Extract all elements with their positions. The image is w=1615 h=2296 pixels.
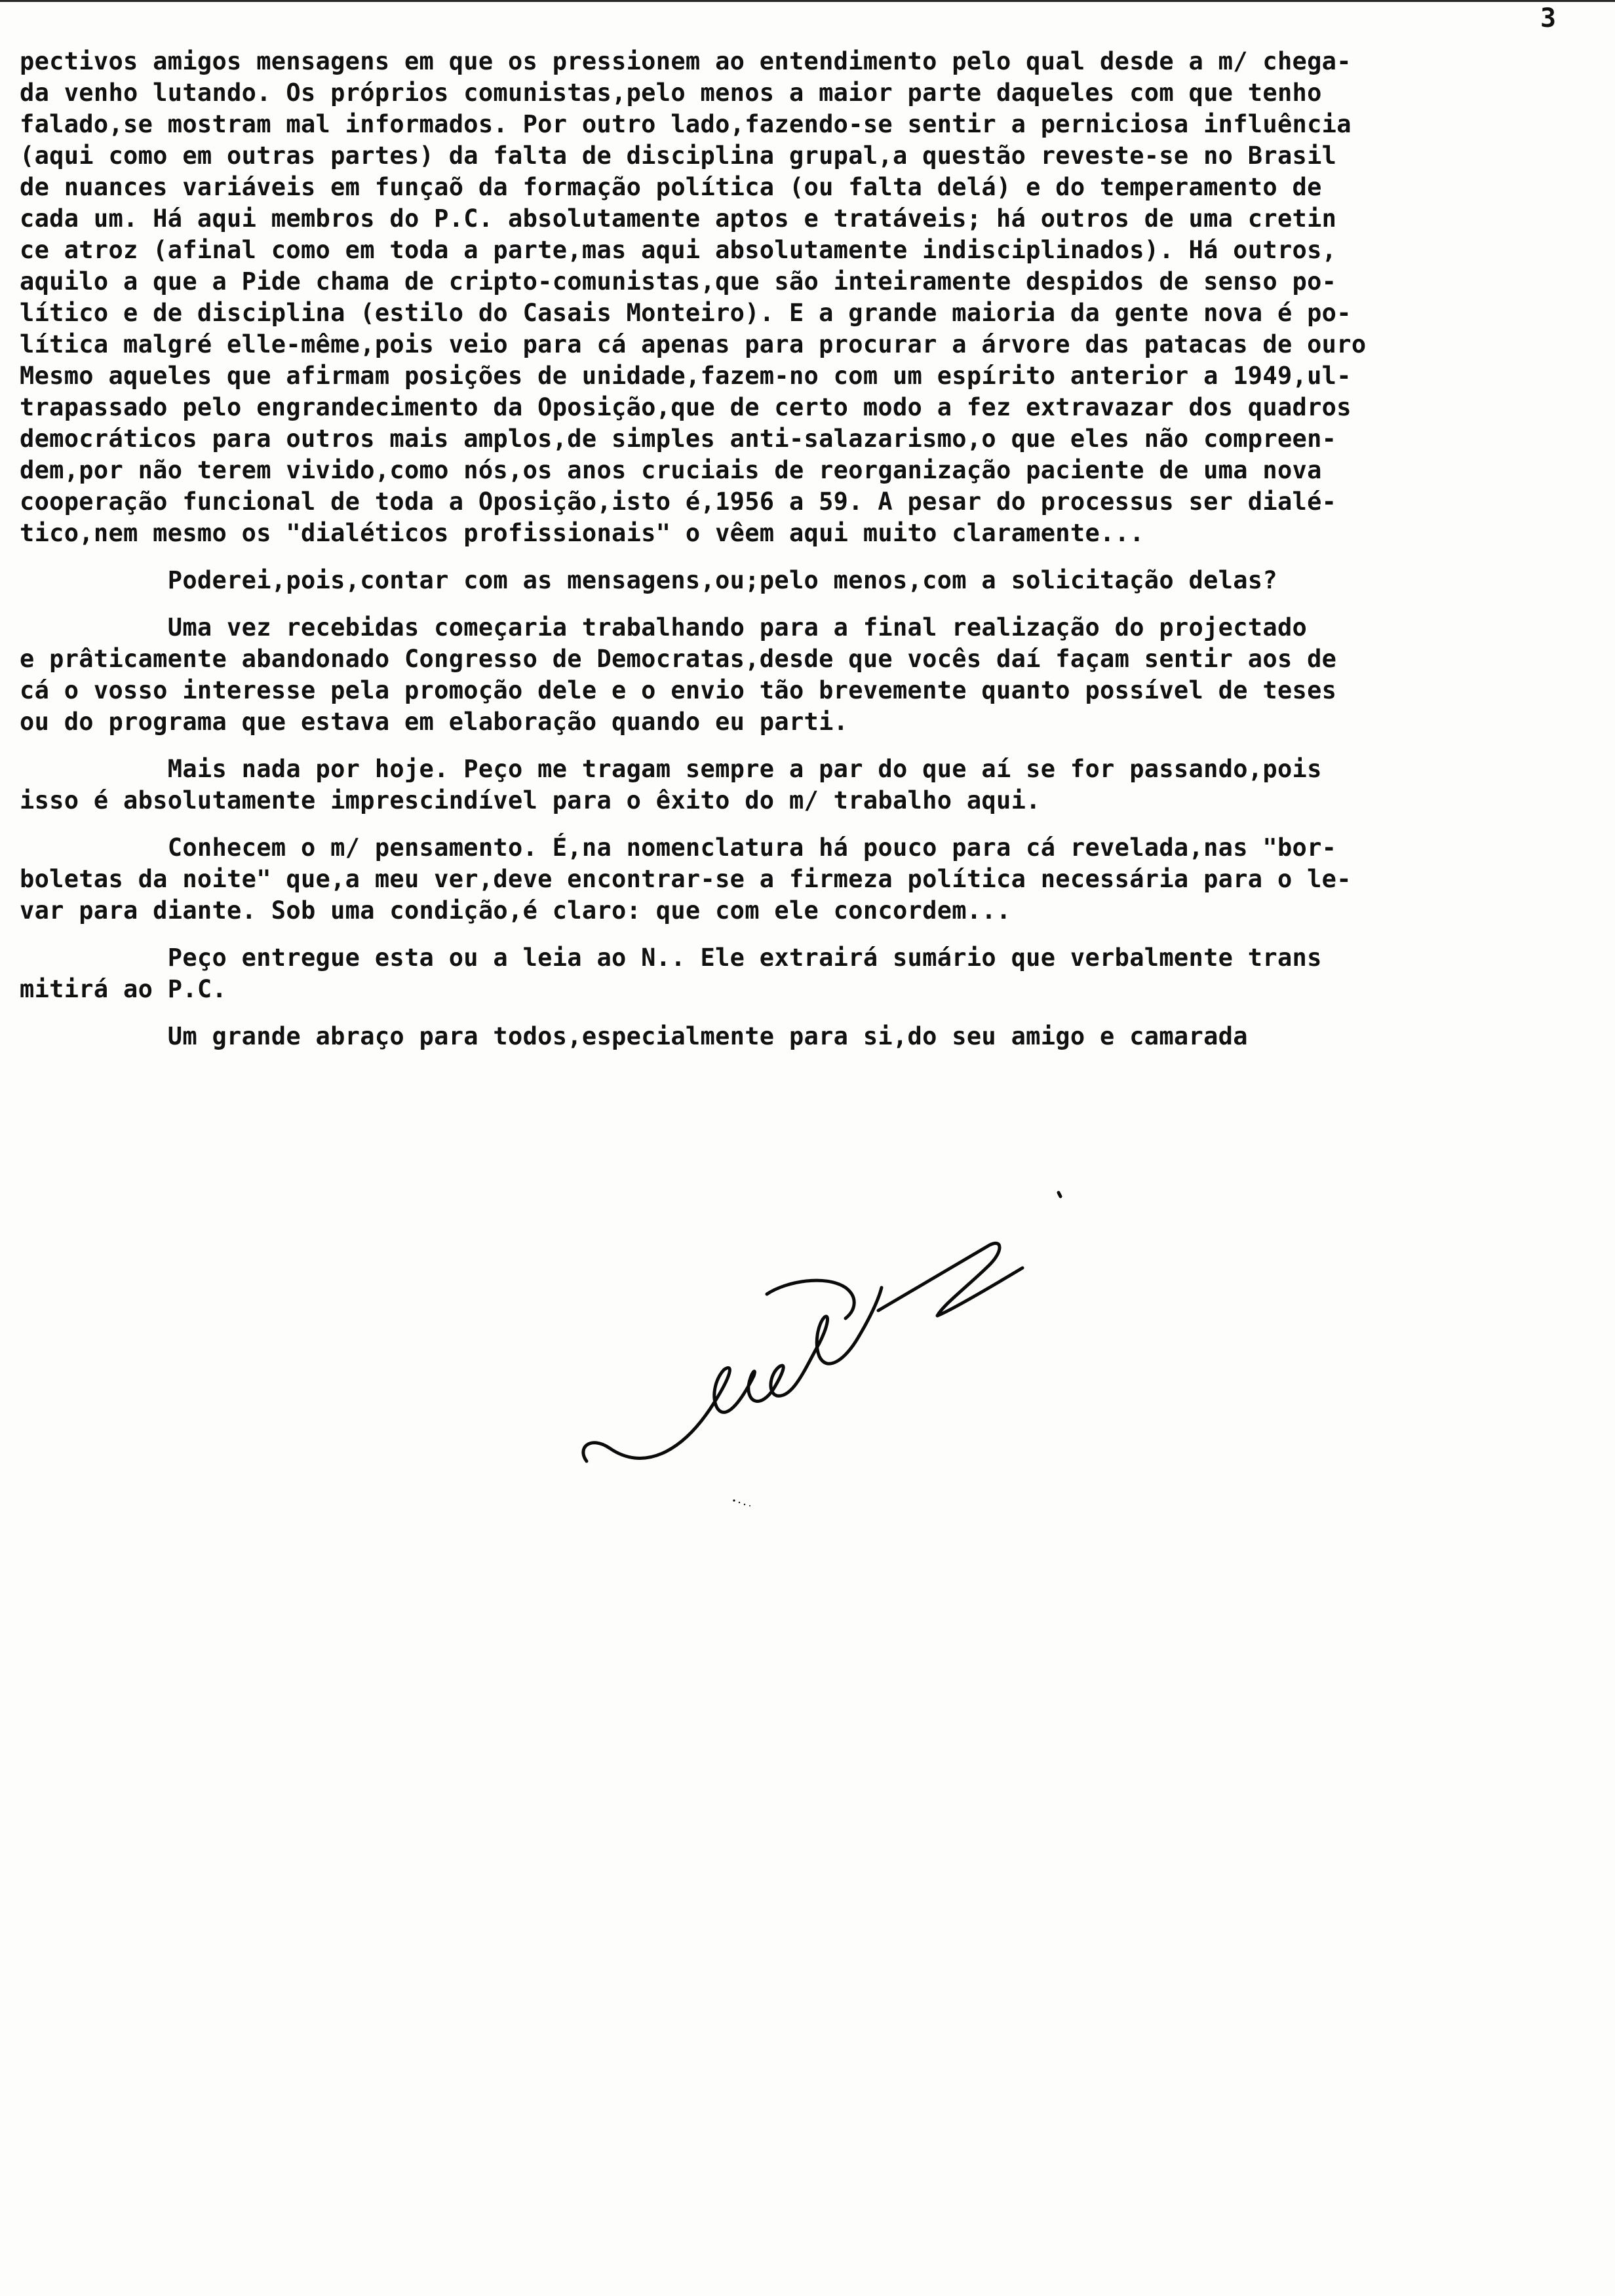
text-line: Mais nada por hoje. Peço me tragam sempre a par do que aí se for passando,pois <box>20 755 1322 783</box>
text-line: trapassado pelo engrandecimento da Oposição,que de certo modo a fez extravazar dos quadros <box>20 393 1352 421</box>
paragraph-gap <box>20 816 1593 832</box>
paragraph-gap <box>20 738 1593 754</box>
text-line: Uma vez recebidas começaria trabalhando para a final realização do projectado <box>20 613 1308 641</box>
text-line: dem,por não terem vivido,como nós,os anos cruciais de reorganização paciente de uma nova <box>20 456 1322 484</box>
text-line: aquilo a que a Pide chama de cripto-comunistas,que são inteiramente despidos de senso po- <box>20 267 1337 296</box>
letter-paragraph <box>20 46 1593 549</box>
text-line: lítico e de disciplina (estilo do Casais Monteiro). E a grande maioria da gente nova é po- <box>20 299 1352 327</box>
text-line: mitirá ao P.C. <box>20 975 227 1003</box>
text-line: cooperação funcional de toda a Oposição,isto é,1956 a 59. A pesar do processus ser dialé- <box>20 488 1337 516</box>
handwritten-signature <box>570 1147 1134 1514</box>
paragraph-gap <box>20 596 1593 612</box>
text-line: ce atroz (afinal como em toda a parte,mas aqui absolutamente indisciplinados). Há outros, <box>20 236 1337 264</box>
paragraph-gap <box>20 1005 1593 1021</box>
letter-paragraph <box>20 754 1593 816</box>
paragraph-gap <box>20 549 1593 565</box>
text-line: tico,nem mesmo os "dialéticos profissionais" o vêem aqui muito claramente... <box>20 519 1144 547</box>
text-line: ou do programa que estava em elaboração quando eu parti. <box>20 708 849 736</box>
text-line: cada um. Há aqui membros do P.C. absolutamente aptos e tratáveis; há outros de uma cretin <box>20 204 1337 233</box>
text-line: cá o vosso interesse pela promoção dele e o envio tão brevemente quanto possível de teses <box>20 676 1337 704</box>
text-line: de nuances variáveis em funçaõ da formação política (ou falta delá) e do temperamento de <box>20 173 1322 201</box>
text-line: Peço entregue esta ou a leia ao N.. Ele extrairá sumário que verbalmente trans <box>20 944 1322 972</box>
text-line: boletas da noite" que,a meu ver,deve encontrar-se a firmeza política necessária para o le- <box>20 865 1352 893</box>
text-line: pectivos amigos mensagens em que os pressionem ao entendimento pelo qual desde a m/ chega- <box>20 47 1352 75</box>
letter-paragraph <box>20 942 1593 1005</box>
text-line: var para diante. Sob uma condição,é claro: que com ele concordem... <box>20 896 1011 925</box>
text-line: falado,se mostram mal informados. Por outro lado,fazendo-se sentir a perniciosa influência <box>20 110 1352 138</box>
text-line: isso é absolutamente imprescindível para o êxito do m/ trabalho aqui. <box>20 786 1041 814</box>
letter-paragraph <box>20 1021 1593 1052</box>
text-line: e prâticamente abandonado Congresso de Democratas,desde que vocês daí façam sentir aos de <box>20 645 1337 673</box>
letter-body <box>20 46 1593 1052</box>
text-line: Mesmo aqueles que afirmam posições de unidade,fazem-no com um espírito anterior a 1949,ul- <box>20 362 1352 390</box>
text-line: Um grande abraço para todos,especialmente para si,do seu amigo e camarada <box>20 1022 1248 1050</box>
text-line: (aqui como em outras partes) da falta de disciplina grupal,a questão reveste-se no Brasil <box>20 142 1337 170</box>
letter-paragraph <box>20 565 1593 596</box>
paragraph-gap <box>20 927 1593 942</box>
text-line: da venho lutando. Os próprios comunistas,pelo menos a maior parte daqueles com que tenho <box>20 79 1322 107</box>
text-line: lítica malgré elle-même,pois veio para cá apenas para procurar a árvore das patacas de ouro <box>20 330 1367 358</box>
text-line: democráticos para outros mais amplos,de simples anti-salazarismo,o que eles não compreen- <box>20 425 1337 453</box>
letter-paragraph <box>20 612 1593 738</box>
text-line: Conhecem o m/ pensamento. É,na nomenclatura há pouco para cá revelada,nas "bor- <box>20 833 1337 862</box>
letter-paragraph <box>20 832 1593 927</box>
page-number: 3 <box>1540 3 1557 33</box>
top-edge-rule <box>0 0 1615 2</box>
text-line: Poderei,pois,contar com as mensagens,ou;pelo menos,com a solicitação delas? <box>20 566 1277 594</box>
